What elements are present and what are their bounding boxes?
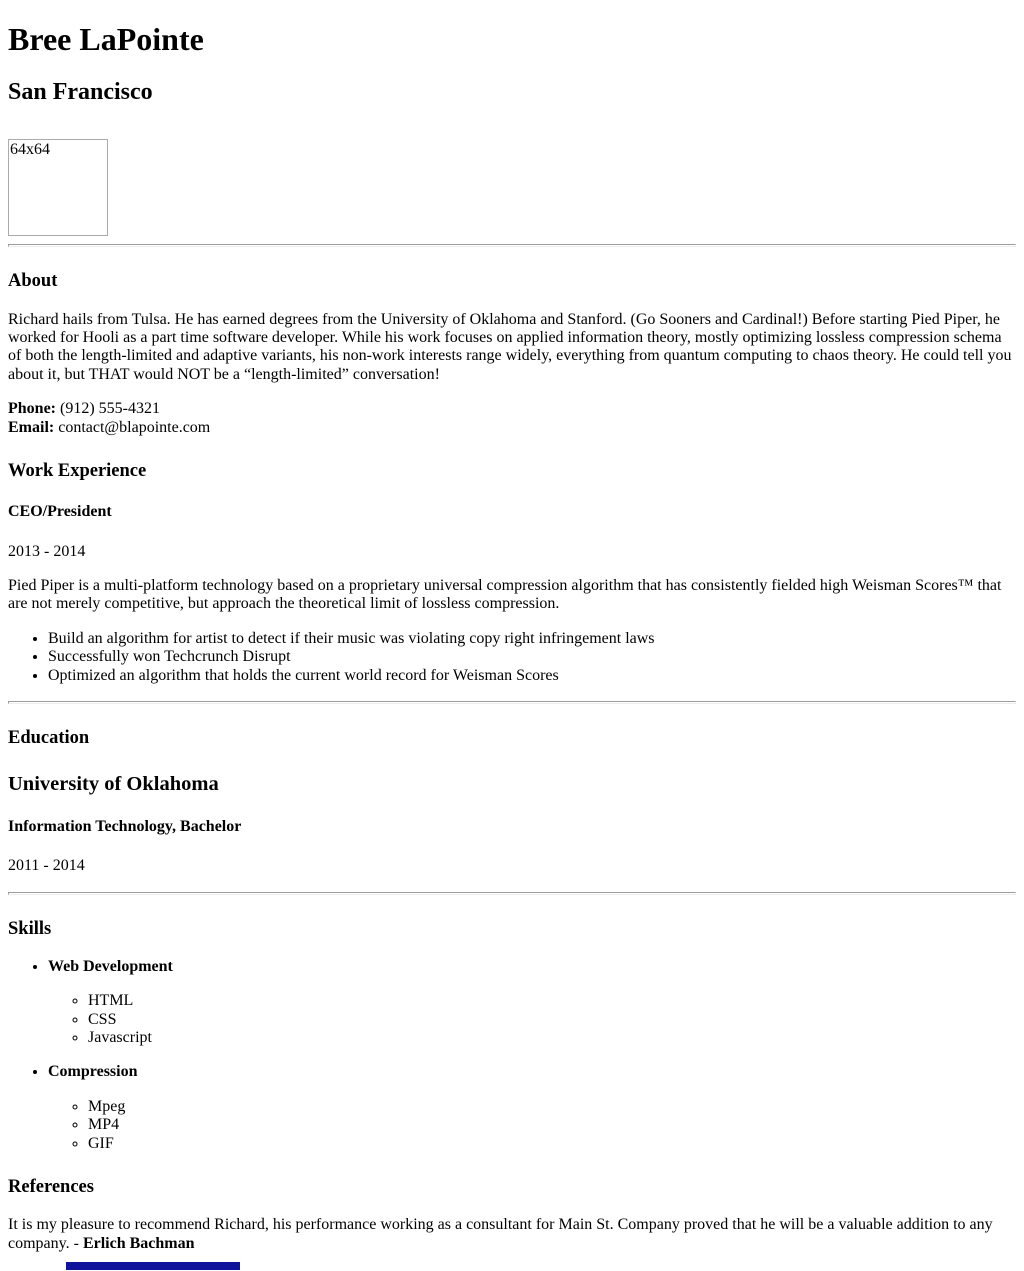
- job-summary: Pied Piper is a multi-platform technology based on a proprietary universal compression algorithm that has consistently fielded high Weisman Scores™ that are not merely competitive, but approach the theoretical limit of lossless compression.: [8, 577, 1002, 613]
- list-item: ◦ Mpeg: [88, 1098, 1016, 1116]
- list-item: • Build an algorithm for artist to detect if their music was violating copy right infringement laws: [48, 630, 1016, 648]
- image-alt-text: 64x64: [10, 141, 50, 159]
- list-item: ◦ GIF: [88, 1135, 1016, 1153]
- list-item: ◦ HTML: [88, 992, 1016, 1010]
- email-value: contact@blapointe.com: [58, 418, 211, 436]
- partially-visible-link[interactable]: [66, 1262, 240, 1270]
- job-dates: 2013 - 2014: [8, 542, 86, 560]
- section-divider: [8, 244, 1016, 247]
- skill-category-name: Compression: [48, 1063, 138, 1081]
- skill-category-item: [48, 958, 1016, 1048]
- list-item: • Successfully won Techcrunch Disrupt: [48, 648, 1016, 666]
- profile-image-placeholder: [8, 139, 108, 236]
- job-highlights-list: [8, 630, 1016, 685]
- reference-author: Erlich Bachman: [82, 1234, 195, 1252]
- reference-quote: [8, 1216, 1016, 1253]
- work-experience-heading: Work Experience: [8, 461, 147, 481]
- list-item: ◦ Javascript: [88, 1029, 1016, 1047]
- degree-title: Information Technology, Bachelor: [8, 817, 242, 835]
- resume-page: [8, 21, 1016, 1253]
- phone-value: (912) 555-4321: [60, 400, 160, 418]
- page-title: Bree LaPointe: [8, 21, 204, 57]
- email-label: Email:: [8, 418, 55, 436]
- references-heading: References: [8, 1177, 94, 1197]
- reference-text: It is my pleasure to recommend Richard, his performance working as a consultant for Main St. Company proved that he will be a valuable addition to any company. -: [8, 1216, 993, 1252]
- skill-keywords-list: [48, 1098, 1016, 1153]
- list-item: ◦ MP4: [88, 1116, 1016, 1134]
- about-heading: About: [8, 271, 58, 292]
- job-title: CEO/President: [8, 503, 112, 521]
- section-divider: [8, 701, 1016, 704]
- skill-keywords-list: [48, 992, 1016, 1047]
- list-item: • Optimized an algorithm that holds the current world record for Weisman Scores: [48, 667, 1016, 685]
- education-dates: 2011 - 2014: [8, 857, 85, 875]
- list-item: ◦ CSS: [88, 1011, 1016, 1029]
- skills-heading: Skills: [8, 918, 52, 939]
- school-name: University of Oklahoma: [8, 773, 219, 796]
- education-heading: Education: [8, 728, 90, 748]
- skills-list: [8, 958, 1016, 1153]
- contact-info: [8, 400, 1016, 437]
- skill-category-item: [48, 1063, 1016, 1153]
- section-divider: [8, 892, 1016, 895]
- skill-category-name: Web Development: [48, 957, 173, 975]
- phone-label: Phone:: [8, 400, 56, 418]
- about-paragraph: Richard hails from Tulsa. He has earned degrees from the University of Oklahoma and Stanford. (Go Sooners and Cardinal!) Before starting Pied Piper, he worked for Hooli as a part time software developer. While his work focuses on applied information theory, mostly optimizing lossless compression schema of both the length-limited and adaptive variants, his non-work interests range widely, everything from quantum computing to chaos theory. He could tell you about it, but THAT would NOT be a “length-limited” conversation!: [8, 310, 1012, 383]
- location-heading: San Francisco: [8, 78, 153, 105]
